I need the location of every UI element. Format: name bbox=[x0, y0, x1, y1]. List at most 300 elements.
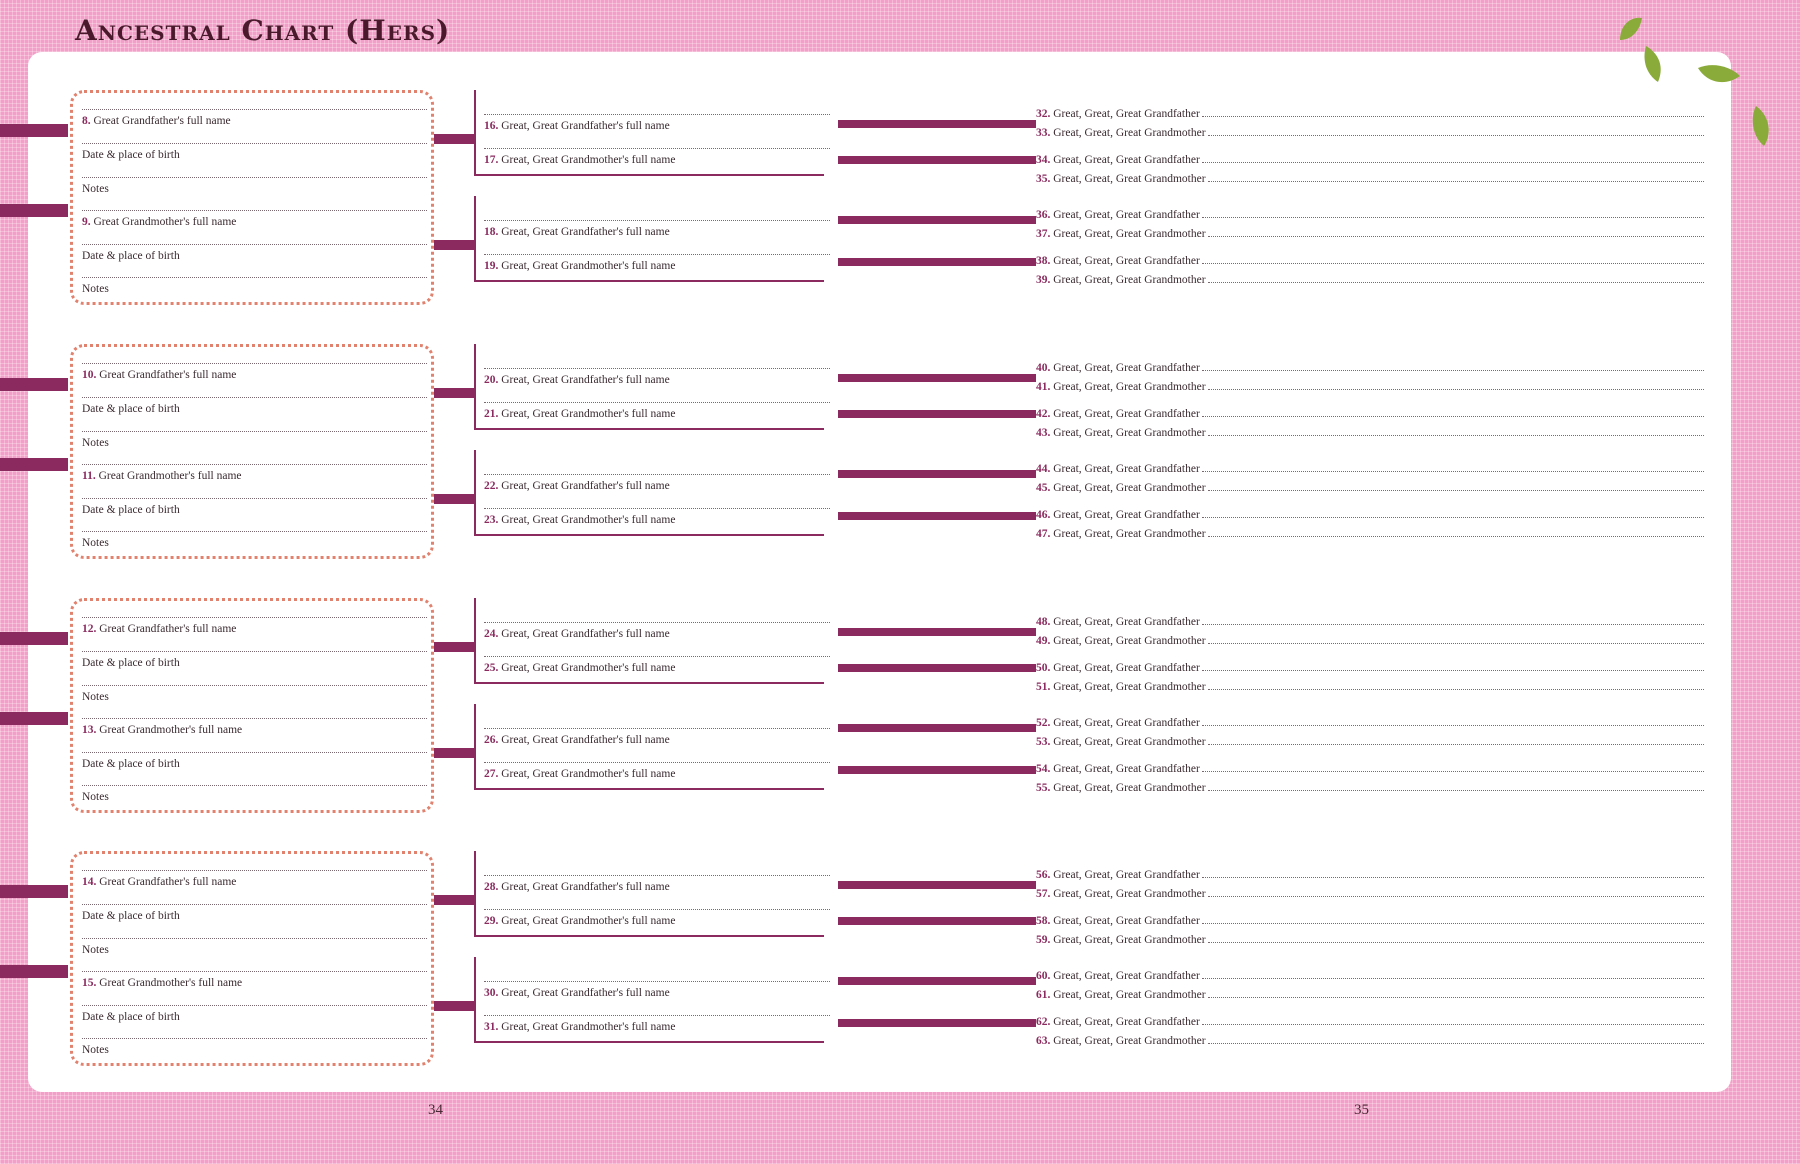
connector-bar bbox=[838, 216, 1036, 224]
ancestor-number: 46. bbox=[1036, 509, 1051, 521]
field-label bbox=[1036, 736, 1206, 748]
field-label bbox=[1036, 616, 1200, 628]
great-great-great-grandfather-field[interactable] bbox=[1036, 713, 1704, 729]
field-label: Great, Great Grandfather's full name bbox=[501, 881, 670, 893]
dotted-line bbox=[1202, 517, 1704, 518]
ancestor-number: 19. bbox=[484, 260, 499, 272]
relation-label: Great, Great, Great Grandmother bbox=[1053, 989, 1206, 1001]
relation-label: Great, Great, Great Grandmother bbox=[1053, 1035, 1206, 1047]
dotted-line bbox=[1202, 162, 1704, 163]
field-label bbox=[1036, 782, 1206, 794]
great-great-grandfather-field[interactable] bbox=[484, 875, 830, 895]
ancestor-number: 24. bbox=[484, 628, 499, 640]
ancestor-number: 47. bbox=[1036, 528, 1051, 540]
connector-line bbox=[434, 748, 476, 758]
great-great-great-grandfather-field[interactable] bbox=[1036, 150, 1704, 166]
relation-label: Great, Great, Great Grandmother bbox=[1053, 381, 1206, 393]
ancestor-number: 41. bbox=[1036, 381, 1051, 393]
field-label: Great Grandfather's full name bbox=[99, 876, 237, 888]
field-label: Notes bbox=[82, 183, 109, 195]
field-label: Date & place of birth bbox=[82, 758, 180, 770]
connector-bar bbox=[838, 917, 1036, 925]
relation-label: Great, Great, Great Grandfather bbox=[1053, 209, 1200, 221]
relation-label: Great, Great, Great Grandfather bbox=[1053, 616, 1200, 628]
field-label bbox=[1036, 463, 1200, 475]
field-label bbox=[1036, 108, 1200, 120]
field-label: Great, Great Grandmother's full name bbox=[501, 154, 676, 166]
field-label: Notes bbox=[82, 283, 109, 295]
field-label bbox=[1036, 127, 1206, 139]
connector-line bbox=[434, 895, 476, 905]
dotted-line bbox=[1202, 725, 1704, 726]
great-great-great-grandmother-field[interactable] bbox=[1036, 631, 1704, 647]
ancestor-group bbox=[0, 851, 1800, 1071]
field-label: Great Grandfather's full name bbox=[99, 623, 237, 635]
ancestor-number: 10. bbox=[82, 369, 97, 381]
dotted-line bbox=[1208, 181, 1704, 182]
ancestor-number: 23. bbox=[484, 514, 499, 526]
ancestor-number: 60. bbox=[1036, 970, 1051, 982]
great-great-grandmother-field[interactable] bbox=[484, 254, 830, 274]
relation-label: Great, Great, Great Grandmother bbox=[1053, 427, 1206, 439]
field-label: Great, Great Grandfather's full name bbox=[501, 628, 670, 640]
relation-label: Great, Great, Great Grandmother bbox=[1053, 528, 1206, 540]
great-great-great-grandmother-field[interactable] bbox=[1036, 169, 1704, 185]
great-great-grandfather-field[interactable] bbox=[484, 474, 830, 494]
great-great-great-grandmother-field[interactable] bbox=[1036, 478, 1704, 494]
ancestor-number: 55. bbox=[1036, 782, 1051, 794]
date-place-of-birth-field[interactable] bbox=[82, 397, 427, 419]
ancestor-number: 18. bbox=[484, 226, 499, 238]
dotted-line bbox=[1208, 282, 1704, 283]
great-great-grandmother-field[interactable] bbox=[484, 1015, 830, 1035]
ancestor-number: 32. bbox=[1036, 108, 1051, 120]
ancestor-number: 13. bbox=[82, 724, 97, 736]
notes-field[interactable] bbox=[82, 277, 427, 299]
great-great-great-grandfather-field[interactable] bbox=[1036, 612, 1704, 628]
dotted-line bbox=[1202, 670, 1704, 671]
great-great-grandfather-field[interactable] bbox=[484, 981, 830, 1001]
connector-bar bbox=[838, 977, 1036, 985]
side-tab bbox=[0, 124, 68, 137]
relation-label: Great, Great, Great Grandfather bbox=[1053, 154, 1200, 166]
dotted-line bbox=[1208, 536, 1704, 537]
ancestor-number: 63. bbox=[1036, 1035, 1051, 1047]
field-label: Great, Great Grandmother's full name bbox=[501, 260, 676, 272]
ancestor-number: 31. bbox=[484, 1021, 499, 1033]
dotted-line bbox=[1202, 471, 1704, 472]
field-label: Great, Great Grandfather's full name bbox=[501, 987, 670, 999]
ancestor-number: 42. bbox=[1036, 408, 1051, 420]
relation-label: Great, Great, Great Grandfather bbox=[1053, 362, 1200, 374]
relation-label: Great, Great, Great Grandfather bbox=[1053, 662, 1200, 674]
great-grandfather-name-field[interactable] bbox=[82, 109, 427, 131]
field-label: Great, Great Grandfather's full name bbox=[501, 480, 670, 492]
field-label: Great Grandfather's full name bbox=[93, 115, 231, 127]
ancestor-number: 12. bbox=[82, 623, 97, 635]
field-label bbox=[1036, 717, 1200, 729]
side-tab bbox=[0, 632, 68, 645]
connector-bar bbox=[838, 766, 1036, 774]
dotted-line bbox=[1202, 416, 1704, 417]
dotted-line bbox=[1208, 490, 1704, 491]
dotted-line bbox=[1208, 1043, 1704, 1044]
great-great-grandmother-field[interactable] bbox=[484, 656, 830, 676]
ancestor-number: 38. bbox=[1036, 255, 1051, 267]
great-great-grandfather-field[interactable] bbox=[484, 622, 830, 642]
field-label bbox=[1036, 989, 1206, 1001]
field-label bbox=[1036, 635, 1206, 647]
dotted-line bbox=[1202, 978, 1704, 979]
field-label bbox=[1036, 482, 1206, 494]
relation-label: Great, Great, Great Grandfather bbox=[1053, 255, 1200, 267]
dotted-line bbox=[1202, 624, 1704, 625]
field-label bbox=[1036, 681, 1206, 693]
great-great-great-grandmother-field[interactable] bbox=[1036, 1031, 1704, 1047]
field-label: Great, Great Grandmother's full name bbox=[501, 514, 676, 526]
ancestor-number: 34. bbox=[1036, 154, 1051, 166]
connector-bar bbox=[838, 881, 1036, 889]
field-label bbox=[1036, 1035, 1206, 1047]
ancestor-number: 39. bbox=[1036, 274, 1051, 286]
relation-label: Great, Great, Great Grandfather bbox=[1053, 763, 1200, 775]
page-number-left: 34 bbox=[428, 1102, 443, 1118]
dotted-line bbox=[1208, 135, 1704, 136]
field-label: Great Grandmother's full name bbox=[93, 216, 237, 228]
great-great-great-grandmother-field[interactable] bbox=[1036, 884, 1704, 900]
ancestor-number: 36. bbox=[1036, 209, 1051, 221]
great-great-great-grandfather-field[interactable] bbox=[1036, 1012, 1704, 1028]
ancestor-number: 57. bbox=[1036, 888, 1051, 900]
ancestor-number: 58. bbox=[1036, 915, 1051, 927]
great-great-great-grandfather-field[interactable] bbox=[1036, 404, 1704, 420]
great-great-great-grandmother-field[interactable] bbox=[1036, 123, 1704, 139]
field-label: Notes bbox=[82, 1044, 109, 1056]
leaf-icon bbox=[1640, 44, 1666, 84]
ancestor-group bbox=[0, 344, 1800, 564]
great-grandfather-name-field[interactable] bbox=[82, 617, 427, 639]
side-tab bbox=[0, 965, 68, 978]
ancestor-number: 9. bbox=[82, 216, 91, 228]
field-label bbox=[1036, 362, 1200, 374]
field-label: Date & place of birth bbox=[82, 657, 180, 669]
great-grandmother-name-field[interactable] bbox=[82, 464, 427, 486]
relation-label: Great, Great, Great Grandmother bbox=[1053, 888, 1206, 900]
relation-label: Great, Great, Great Grandfather bbox=[1053, 869, 1200, 881]
ancestor-number: 52. bbox=[1036, 717, 1051, 729]
relation-label: Great, Great, Great Grandfather bbox=[1053, 408, 1200, 420]
field-label: Great Grandmother's full name bbox=[98, 470, 242, 482]
ancestor-group bbox=[0, 598, 1800, 818]
notes-field[interactable] bbox=[82, 938, 427, 960]
relation-label: Great, Great, Great Grandfather bbox=[1053, 463, 1200, 475]
dotted-line bbox=[1202, 1024, 1704, 1025]
field-label: Great, Great Grandmother's full name bbox=[501, 408, 676, 420]
dotted-line bbox=[1208, 997, 1704, 998]
great-great-great-grandmother-field[interactable] bbox=[1036, 224, 1704, 240]
side-tab bbox=[0, 204, 68, 217]
field-label bbox=[1036, 869, 1200, 881]
great-great-grandfather-field[interactable] bbox=[484, 368, 830, 388]
ancestor-number: 37. bbox=[1036, 228, 1051, 240]
field-label: Great Grandmother's full name bbox=[99, 977, 243, 989]
great-great-great-grandmother-field[interactable] bbox=[1036, 377, 1704, 393]
ancestor-number: 44. bbox=[1036, 463, 1051, 475]
connector-line bbox=[434, 388, 476, 398]
connector-line bbox=[434, 642, 476, 652]
relation-label: Great, Great, Great Grandmother bbox=[1053, 482, 1206, 494]
dotted-line bbox=[1208, 689, 1704, 690]
great-great-great-grandfather-field[interactable] bbox=[1036, 759, 1704, 775]
relation-label: Great, Great, Great Grandmother bbox=[1053, 274, 1206, 286]
ancestor-number: 26. bbox=[484, 734, 499, 746]
field-label: Great, Great Grandfather's full name bbox=[501, 374, 670, 386]
notes-field[interactable] bbox=[82, 431, 427, 453]
ancestor-number: 53. bbox=[1036, 736, 1051, 748]
side-tab bbox=[0, 378, 68, 391]
great-great-grandmother-field[interactable] bbox=[484, 762, 830, 782]
ancestor-number: 29. bbox=[484, 915, 499, 927]
great-great-great-grandfather-field[interactable] bbox=[1036, 966, 1704, 982]
date-place-of-birth-field[interactable] bbox=[82, 651, 427, 673]
dotted-line bbox=[1208, 236, 1704, 237]
field-label: Notes bbox=[82, 691, 109, 703]
great-great-great-grandfather-field[interactable] bbox=[1036, 865, 1704, 881]
field-label: Notes bbox=[82, 944, 109, 956]
great-great-great-grandfather-field[interactable] bbox=[1036, 205, 1704, 221]
field-label: Date & place of birth bbox=[82, 1011, 180, 1023]
ancestor-group bbox=[0, 90, 1800, 310]
connector-bar bbox=[838, 1019, 1036, 1027]
field-label: Great, Great Grandfather's full name bbox=[501, 734, 670, 746]
dotted-line bbox=[1208, 389, 1704, 390]
great-great-great-grandmother-field[interactable] bbox=[1036, 524, 1704, 540]
great-great-great-grandmother-field[interactable] bbox=[1036, 270, 1704, 286]
field-label: Date & place of birth bbox=[82, 910, 180, 922]
great-grandfather-name-field[interactable] bbox=[82, 363, 427, 385]
date-place-of-birth-field[interactable] bbox=[82, 904, 427, 926]
ancestor-number: 21. bbox=[484, 408, 499, 420]
connector-line bbox=[434, 134, 476, 144]
connector-bar bbox=[838, 512, 1036, 520]
field-label: Great, Great Grandfather's full name bbox=[501, 120, 670, 132]
ancestor-number: 11. bbox=[82, 470, 96, 482]
date-place-of-birth-field[interactable] bbox=[82, 498, 427, 520]
great-grandmother-name-field[interactable] bbox=[82, 971, 427, 993]
ancestor-number: 61. bbox=[1036, 989, 1051, 1001]
notes-field[interactable] bbox=[82, 785, 427, 807]
relation-label: Great, Great, Great Grandfather bbox=[1053, 1016, 1200, 1028]
notes-field[interactable] bbox=[82, 1038, 427, 1060]
great-great-grandmother-field[interactable] bbox=[484, 508, 830, 528]
dotted-line bbox=[1208, 643, 1704, 644]
field-label: Great, Great Grandmother's full name bbox=[501, 662, 676, 674]
connector-line bbox=[434, 494, 476, 504]
dotted-line bbox=[1202, 263, 1704, 264]
field-label: Date & place of birth bbox=[82, 250, 180, 262]
ancestor-number: 8. bbox=[82, 115, 91, 127]
leaf-icon bbox=[1696, 62, 1742, 88]
field-label bbox=[1036, 209, 1200, 221]
great-great-great-grandmother-field[interactable] bbox=[1036, 930, 1704, 946]
great-great-great-grandmother-field[interactable] bbox=[1036, 677, 1704, 693]
ancestor-number: 62. bbox=[1036, 1016, 1051, 1028]
relation-label: Great, Great, Great Grandmother bbox=[1053, 736, 1206, 748]
field-label: Notes bbox=[82, 537, 109, 549]
ancestor-number: 30. bbox=[484, 987, 499, 999]
page-number-right: 35 bbox=[1354, 1102, 1369, 1118]
field-label bbox=[1036, 154, 1200, 166]
field-label: Great, Great Grandmother's full name bbox=[501, 1021, 676, 1033]
field-label bbox=[1036, 228, 1206, 240]
field-label: Notes bbox=[82, 437, 109, 449]
great-great-great-grandmother-field[interactable] bbox=[1036, 778, 1704, 794]
ancestor-number: 22. bbox=[484, 480, 499, 492]
notes-field[interactable] bbox=[82, 531, 427, 553]
date-place-of-birth-field[interactable] bbox=[82, 143, 427, 165]
great-great-great-grandfather-field[interactable] bbox=[1036, 658, 1704, 674]
dotted-line bbox=[1202, 771, 1704, 772]
relation-label: Great, Great, Great Grandfather bbox=[1053, 509, 1200, 521]
dotted-line bbox=[1202, 116, 1704, 117]
relation-label: Great, Great, Great Grandmother bbox=[1053, 173, 1206, 185]
field-label bbox=[1036, 427, 1206, 439]
field-label bbox=[1036, 970, 1200, 982]
great-grandmother-name-field[interactable] bbox=[82, 210, 427, 232]
field-label: Date & place of birth bbox=[82, 403, 180, 415]
great-great-great-grandfather-field[interactable] bbox=[1036, 358, 1704, 374]
notes-field[interactable] bbox=[82, 685, 427, 707]
ancestor-number: 27. bbox=[484, 768, 499, 780]
relation-label: Great, Great, Great Grandfather bbox=[1053, 915, 1200, 927]
ancestor-number: 45. bbox=[1036, 482, 1051, 494]
side-tab bbox=[0, 458, 68, 471]
great-great-grandmother-field[interactable] bbox=[484, 909, 830, 929]
connector-bar bbox=[838, 664, 1036, 672]
ancestor-number: 51. bbox=[1036, 681, 1051, 693]
ancestor-number: 43. bbox=[1036, 427, 1051, 439]
ancestor-number: 49. bbox=[1036, 635, 1051, 647]
ancestor-number: 16. bbox=[484, 120, 499, 132]
field-label: Great, Great Grandfather's full name bbox=[501, 226, 670, 238]
relation-label: Great, Great, Great Grandmother bbox=[1053, 782, 1206, 794]
ancestor-number: 35. bbox=[1036, 173, 1051, 185]
field-label: Great, Great Grandmother's full name bbox=[501, 915, 676, 927]
ancestor-number: 33. bbox=[1036, 127, 1051, 139]
relation-label: Great, Great, Great Grandmother bbox=[1053, 635, 1206, 647]
side-tab bbox=[0, 885, 68, 898]
dotted-line bbox=[1202, 877, 1704, 878]
dotted-line bbox=[1208, 942, 1704, 943]
field-label: Great, Great Grandmother's full name bbox=[501, 768, 676, 780]
field-label bbox=[1036, 763, 1200, 775]
relation-label: Great, Great, Great Grandmother bbox=[1053, 681, 1206, 693]
ancestor-number: 54. bbox=[1036, 763, 1051, 775]
great-grandmother-name-field[interactable] bbox=[82, 718, 427, 740]
field-label bbox=[1036, 173, 1206, 185]
relation-label: Great, Great, Great Grandmother bbox=[1053, 228, 1206, 240]
relation-label: Great, Great, Great Grandfather bbox=[1053, 717, 1200, 729]
field-label bbox=[1036, 888, 1206, 900]
dotted-line bbox=[1202, 370, 1704, 371]
connector-bar bbox=[838, 374, 1036, 382]
field-label bbox=[1036, 662, 1200, 674]
connector-line bbox=[434, 1001, 476, 1011]
ancestor-number: 15. bbox=[82, 977, 97, 989]
great-great-great-grandfather-field[interactable] bbox=[1036, 505, 1704, 521]
field-label: Date & place of birth bbox=[82, 504, 180, 516]
ancestor-number: 17. bbox=[484, 154, 499, 166]
notes-field[interactable] bbox=[82, 177, 427, 199]
great-great-great-grandmother-field[interactable] bbox=[1036, 732, 1704, 748]
page-title: Ancestral Chart (Hers) bbox=[75, 14, 451, 47]
ancestor-number: 28. bbox=[484, 881, 499, 893]
date-place-of-birth-field[interactable] bbox=[82, 752, 427, 774]
side-tab bbox=[0, 712, 68, 725]
ancestor-number: 14. bbox=[82, 876, 97, 888]
great-great-grandmother-field[interactable] bbox=[484, 402, 830, 422]
field-label bbox=[1036, 255, 1200, 267]
connector-bar bbox=[838, 724, 1036, 732]
field-label bbox=[1036, 1016, 1200, 1028]
great-great-great-grandmother-field[interactable] bbox=[1036, 423, 1704, 439]
connector-bar bbox=[838, 120, 1036, 128]
great-great-great-grandmother-field[interactable] bbox=[1036, 985, 1704, 1001]
great-grandfather-name-field[interactable] bbox=[82, 870, 427, 892]
field-label bbox=[1036, 381, 1206, 393]
relation-label: Great, Great, Great Grandmother bbox=[1053, 127, 1206, 139]
connector-bar bbox=[838, 156, 1036, 164]
ancestor-number: 50. bbox=[1036, 662, 1051, 674]
ancestor-number: 25. bbox=[484, 662, 499, 674]
connector-bar bbox=[838, 258, 1036, 266]
field-label: Great Grandfather's full name bbox=[99, 369, 237, 381]
date-place-of-birth-field[interactable] bbox=[82, 1005, 427, 1027]
ancestor-number: 40. bbox=[1036, 362, 1051, 374]
relation-label: Great, Great, Great Grandfather bbox=[1053, 108, 1200, 120]
field-label bbox=[1036, 915, 1200, 927]
field-label: Notes bbox=[82, 791, 109, 803]
dotted-line bbox=[1208, 790, 1704, 791]
ancestor-number: 56. bbox=[1036, 869, 1051, 881]
date-place-of-birth-field[interactable] bbox=[82, 244, 427, 266]
connector-bar bbox=[838, 470, 1036, 478]
great-great-grandmother-field[interactable] bbox=[484, 148, 830, 168]
great-great-grandfather-field[interactable] bbox=[484, 728, 830, 748]
great-great-great-grandfather-field[interactable] bbox=[1036, 104, 1704, 120]
great-great-great-grandfather-field[interactable] bbox=[1036, 251, 1704, 267]
connector-line bbox=[434, 240, 476, 250]
great-great-grandfather-field[interactable] bbox=[484, 220, 830, 240]
ancestor-number: 59. bbox=[1036, 934, 1051, 946]
dotted-line bbox=[1208, 744, 1704, 745]
field-label bbox=[1036, 528, 1206, 540]
field-label bbox=[1036, 274, 1206, 286]
field-label bbox=[1036, 934, 1206, 946]
dotted-line bbox=[1202, 923, 1704, 924]
relation-label: Great, Great, Great Grandfather bbox=[1053, 970, 1200, 982]
great-great-grandfather-field[interactable] bbox=[484, 114, 830, 134]
dotted-line bbox=[1208, 896, 1704, 897]
field-label: Great Grandmother's full name bbox=[99, 724, 243, 736]
dotted-line bbox=[1202, 217, 1704, 218]
great-great-great-grandfather-field[interactable] bbox=[1036, 459, 1704, 475]
leaf-icon bbox=[1616, 14, 1646, 44]
relation-label: Great, Great, Great Grandmother bbox=[1053, 934, 1206, 946]
connector-bar bbox=[838, 410, 1036, 418]
field-label: Date & place of birth bbox=[82, 149, 180, 161]
great-great-great-grandfather-field[interactable] bbox=[1036, 911, 1704, 927]
